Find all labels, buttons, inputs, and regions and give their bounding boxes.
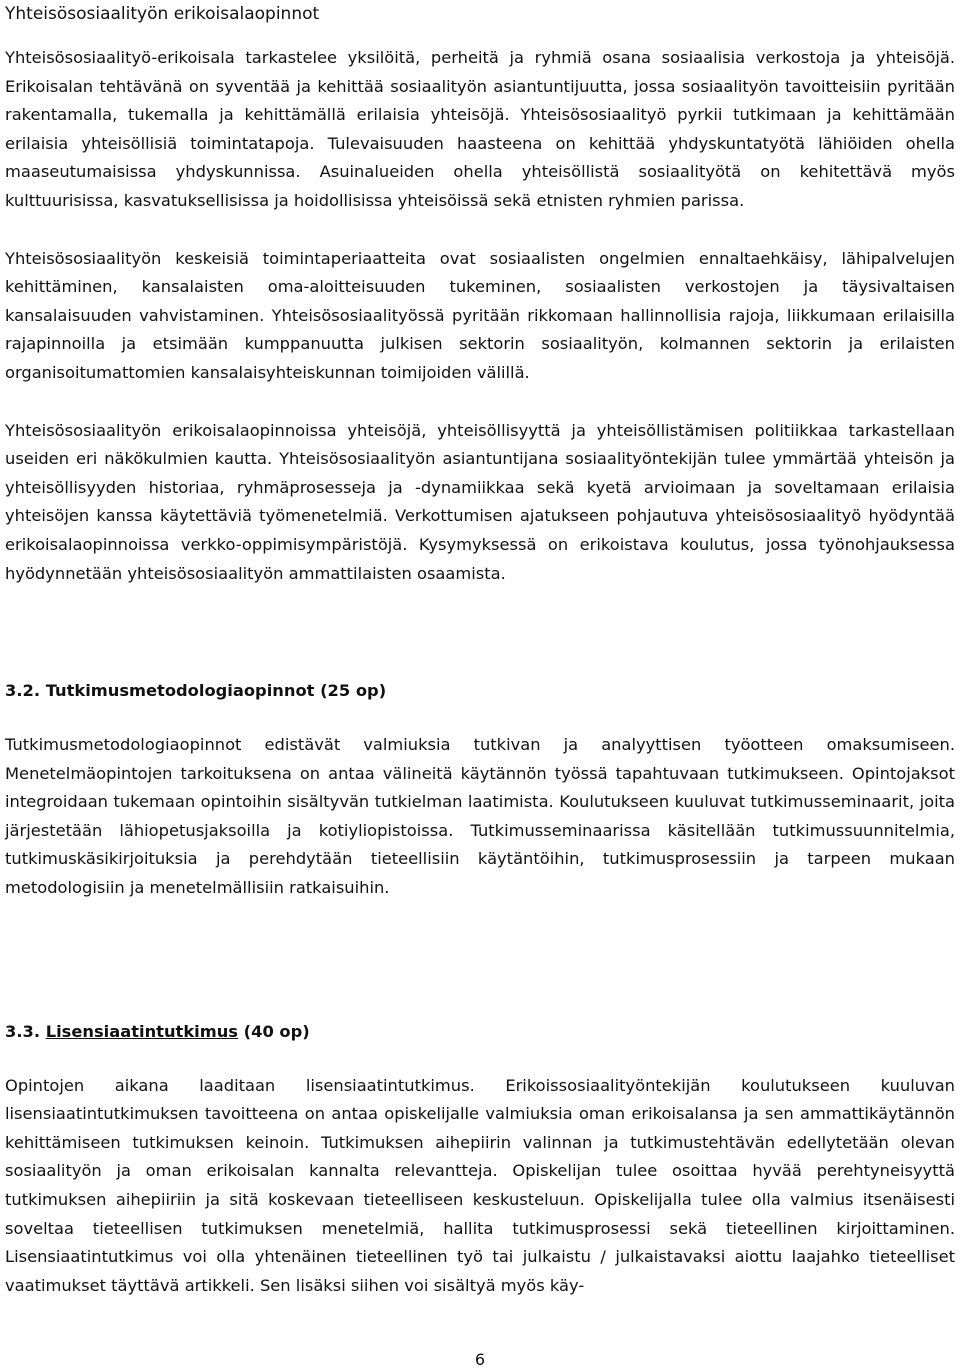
- paragraph-3-2: Tutkimusmetodologiaopinnot edistävät valmiuksia tutkivan ja analyyttisen työotteen omaksumiseen. Menetelmäopintojen tarkoituksena on antaa välineitä käytännön työssä tapahtuvaan tutkimukseen. Opintojaksot integroidaan tukemaan opintoihin sisältyvän tutkielman laatimista. Koulutukseen kuuluvat tutkimusseminaarit, joita järjestetään lähiopetusjaksoilla ja kotiyliopistoissa. Tutkimusseminaarissa käsitellään tutkimussuunnitelmia, tutkimuskäsikirjoituksia ja perehdytään tieteellisiin käytäntöihin, tutkimusprosessiin ja tarpeen mukaan metodologisiin ja menetelmällisiin ratkaisuihin.: [5, 735, 955, 898]
- section-title: Yhteisösosiaalityön erikoisalaopinnot: [5, 4, 320, 24]
- paragraph-3-3: Opintojen aikana laaditaan lisensiaatintutkimus. Erikoissosiaalityöntekijän koulutukseen kuuluvan lisensiaatintutkimuksen tavoitteena on antaa opiskelijalle valmiuksia oman erikoisalansa ja sen ammattikäytännön kehittämiseen tutkimuksen keinoin. Tutkimuksen aihepiirin valinnan ja tutkimustehtävän edellytetään olevan sosiaalityön ja oman erikoisalan kannalta relevantteja. Opiskelijan tulee osoittaa hyvää perehtyneisyyttä tutkimuksen aihepiiriin ja sitä koskevaan tieteelliseen keskusteluun. Opiskelijalla tulee olla valmius itsenäisesti soveltaa tieteellisen tutkimuksen menetelmiä, hallita tutkimusprosessi sekä tieteellinen kirjoittaminen. Lisensiaatintutkimus voi olla yhtenäinen tieteellinen työ tai julkaistu / julkaistavaksi aiottu laajahko tieteelliset vaatimukset täyttävä artikkeli. Sen lisäksi siihen voi sisältyä myös käy-: [5, 1075, 955, 1295]
- section-heading-label-rest: (40 op): [238, 1021, 310, 1041]
- spacer: [5, 932, 955, 1018]
- document-page: [5, 0, 955, 1329]
- paragraph-1: Yhteisösosiaalityö-erikoisala tarkastelee yksilöitä, perheitä ja ryhmiä osana sosiaalisia verkostoja ja yhteisöjä. Erikoisalan tehtävänä on syventää ja kehittää sosiaalityön asiantuntijuutta, jossa sosiaalityön tavoitteisiin pyritään rakentamalla, tukemalla ja kehittämällä erilaisia yhteisöjä. Yhteisösosiaalityö pyrkii tutkimaan ja kehittämään erilaisia yhteisöllisiä toimintatapoja. Tulevaisuuden haasteena on kehittää yhdyskuntatyötä lähiöiden ohella maaseutumaisissa yhdyskunnissa. Asuinalueiden ohella yhteisöllistä sosiaalityötä on kehitettävä myös kulttuurisissa, kasvatuksellisissa ja hoidollisissa yhteisöissä sekä etnisten ryhmien parissa.: [5, 48, 955, 210]
- spacer: [5, 617, 955, 677]
- paragraph-2: Yhteisösosiaalityön keskeisiä toimintaperiaatteita ovat sosiaalisten ongelmien ennaltaehkäisy, lähipalvelujen kehittäminen, kansalaisten oma-aloitteisuuden tukeminen, sosiaalisten verkostojen ja täysivaltaisen kansalaisuuden vahvistaminen. Yhteisösosiaalityössä pyritään rikkomaan hallinnollisia rajoja, liikkumaan erilaisilla rajapinnoilla ja etsimään kumppanuutta julkisen sektorin sosiaalityön, kolmannen sektorin ja erilaisten organisoitumattomien kansalaisyhteiskunnan toimijoiden välillä.: [5, 248, 955, 382]
- paragraph-3: Yhteisösosiaalityön erikoisalaopinnoissa yhteisöjä, yhteisöllisyyttä ja yhteisöllistämisen politiikkaa tarkastellaan useiden eri näkökulmien kautta. Yhteisösosiaalityön asiantuntijana sosiaalityöntekijän tulee ymmärtää yhteisön ja yhteisöllisyyden historiaa, ryhmäprosesseja ja -dynamiikkaa sekä kyetä arvioimaan ja soveltamaan erilaisia yhteisöjen kanssa käytettäviä työmenetelmiä. Verkottumisen ajatukseen pohjautuva yhteisösosiaalityö hyödyntää erikoisalaopinnoissa verkko-oppimisympäristöjä. Kysymyksessä on erikoistava koulutus, jossa työnohjauksessa hyödynnetään yhteisösosiaalityön ammattilaisten osaamista.: [5, 420, 955, 583]
- section-heading-3-3: [5, 1018, 955, 1046]
- section-heading-3-2: [5, 677, 955, 705]
- section-number: 3.2.: [5, 681, 41, 701]
- section-number: 3.3.: [5, 1021, 41, 1041]
- section-heading-label: Tutkimusmetodologiaopinnot (25 op): [45, 681, 387, 701]
- section-heading-label-underlined: Lisensiaatintutkimus: [45, 1021, 238, 1041]
- page-number: 6: [474, 1350, 486, 1369]
